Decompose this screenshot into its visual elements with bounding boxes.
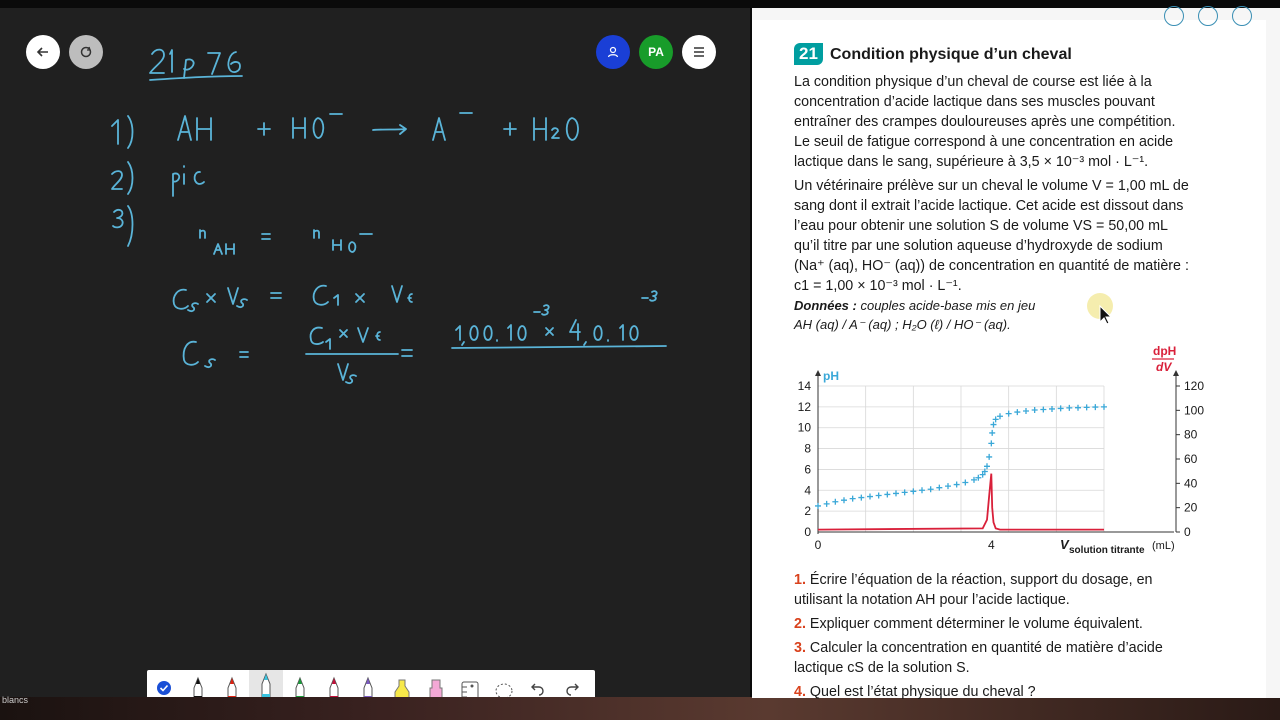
- text-line: entraîner des crampes douloureuses après une compétition.: [794, 114, 1176, 130]
- titration-chart: [752, 20, 1266, 560]
- question-text-cont: lactique cS de la solution S.: [794, 660, 970, 676]
- text-line: (Na⁺ (aq), HO⁻ (aq)) de concentration en quantité de matière :: [794, 258, 1189, 274]
- y-right-label-den: dV: [1156, 360, 1172, 374]
- question-1: [794, 570, 1206, 610]
- ph-point: [1006, 411, 1012, 417]
- undo-icon: [530, 680, 546, 696]
- question-text: Écrire l’équation de la réaction, support du dosage, en: [809, 572, 1153, 588]
- question-2: [794, 614, 1206, 634]
- ph-point: [954, 482, 960, 488]
- question-text: Calculer la concentration en quantité de matière d’acide: [809, 640, 1163, 656]
- ph-point: [867, 494, 873, 500]
- text-line: qu’il titre par une solution aqueuse d’hydroxyde de sodium: [794, 238, 1163, 254]
- ph-point: [1058, 405, 1064, 411]
- ph-point: [850, 496, 856, 502]
- y-tick-label: 12: [797, 399, 811, 414]
- y-axis-right-arrow: [1173, 370, 1179, 376]
- donnees-label: Données :: [794, 298, 857, 313]
- ph-point: [1040, 406, 1046, 412]
- text-line: Le seuil de fatigue correspond à une concentration en acide: [794, 134, 1174, 150]
- y-tick-label: 2: [804, 504, 811, 519]
- x-axis-label-sub: solution titrante: [1069, 545, 1145, 556]
- ph-point: [910, 488, 916, 494]
- y-right-tick-label: 80: [1184, 427, 1198, 442]
- ph-point: [991, 422, 997, 428]
- textbook-panel[interactable]: [752, 8, 1280, 698]
- ph-point: [936, 485, 942, 491]
- question-number: 3.: [794, 640, 806, 656]
- text-fragment: dans le sang, supérieure à 3,5 × 10⁻³ mol · L⁻¹.: [847, 154, 1149, 170]
- y-axis-arrow: [815, 370, 821, 376]
- ph-point: [962, 479, 968, 485]
- text-line: l’eau pour obtenir une solution S de volume VS = 50,00 mL: [794, 218, 1168, 234]
- y-tick-label: 6: [804, 462, 811, 477]
- y-tick-label: 8: [804, 441, 811, 456]
- corner-text: blancs: [2, 695, 29, 705]
- y-right-tick-label: 40: [1184, 476, 1198, 491]
- y-right-tick-label: 0: [1184, 525, 1191, 539]
- textbook-page: [752, 20, 1266, 698]
- ph-point: [993, 416, 999, 422]
- text-line: c1 = 1,00 × 10⁻³ mol · L⁻¹.: [794, 278, 962, 294]
- question-number: 2.: [794, 616, 806, 632]
- question-3: [794, 638, 1206, 678]
- text-fragment: lactique: [794, 154, 844, 170]
- redo-icon: [564, 680, 580, 696]
- text-line: Un vétérinaire prélève sur un cheval le volume V = 1,00 mL de: [794, 178, 1189, 194]
- ph-point: [919, 487, 925, 493]
- y-axis-label: pH: [823, 369, 839, 383]
- avatar[interactable]: PA: [639, 35, 673, 69]
- donnees-text: couples acide-base mis en jeu: [860, 298, 1036, 313]
- ph-point: [1066, 405, 1072, 411]
- y-right-tick-label: 100: [1184, 403, 1205, 418]
- question-4: [794, 682, 1206, 702]
- cursor-highlight: [1080, 292, 1120, 332]
- y-tick-label: 14: [797, 379, 811, 393]
- ph-point: [1032, 407, 1038, 413]
- ph-point: [1084, 404, 1090, 410]
- handwritten-notes: [0, 8, 750, 698]
- exercise-number: 21: [794, 43, 823, 65]
- y-right-label-num: dpH: [1153, 344, 1177, 358]
- question-number: 1.: [794, 572, 806, 588]
- y-right-tick-label: 60: [1184, 452, 1198, 466]
- ph-point: [1014, 409, 1020, 415]
- ph-point: [858, 495, 864, 501]
- text-line: concentration d’acide lactique dans ses muscles pouvant: [794, 94, 1155, 110]
- text-line: AH (aq) / A⁻ (aq) ; H₂O (ℓ) / HO⁻ (aq).: [794, 317, 1011, 332]
- ph-point: [1092, 404, 1098, 410]
- ph-point: [884, 491, 890, 497]
- x-tick-label: 0: [814, 538, 822, 552]
- ph-point: [997, 413, 1003, 419]
- text-line: La condition physique d’un cheval de course est liée à la: [794, 74, 1152, 90]
- check-icon: [156, 680, 172, 696]
- x-axis-unit: (mL): [1152, 540, 1175, 552]
- question-number: 4.: [794, 684, 806, 700]
- ph-point: [928, 486, 934, 492]
- exercise-title: Condition physique d’un cheval: [830, 46, 1072, 63]
- ph-point: [841, 497, 847, 503]
- y-right-tick-label: 20: [1184, 500, 1198, 515]
- text-line: sang dont il extrait l’acide lactique. Cet acide est dissout dans: [794, 198, 1184, 214]
- question-text: Quel est l’état physique du cheval ?: [809, 684, 1036, 700]
- ph-point: [893, 490, 899, 496]
- y-right-tick-label: 120: [1184, 379, 1205, 393]
- y-tick-label: 4: [804, 483, 811, 498]
- ph-point: [1075, 405, 1081, 411]
- question-text: Expliquer comment déterminer le volume équivalent.: [809, 616, 1143, 632]
- x-tick-label: 4: [987, 538, 995, 552]
- x-axis-label: V: [1060, 537, 1069, 552]
- y-tick-label: 10: [797, 420, 811, 435]
- question-text-cont: utilisant la notation AH pour l’acide lactique.: [794, 592, 1070, 608]
- ph-point: [984, 463, 990, 469]
- ph-point: [945, 483, 951, 489]
- whiteboard[interactable]: [0, 8, 750, 698]
- ph-point: [815, 503, 821, 509]
- ph-point: [876, 493, 882, 499]
- ph-point: [832, 499, 838, 505]
- ph-point: [1101, 404, 1107, 410]
- ph-point: [989, 430, 995, 436]
- ph-point: [986, 454, 992, 460]
- y-tick-label: 0: [804, 525, 811, 539]
- ph-point: [824, 501, 830, 507]
- ph-point: [988, 440, 994, 446]
- ph-point: [1023, 408, 1029, 414]
